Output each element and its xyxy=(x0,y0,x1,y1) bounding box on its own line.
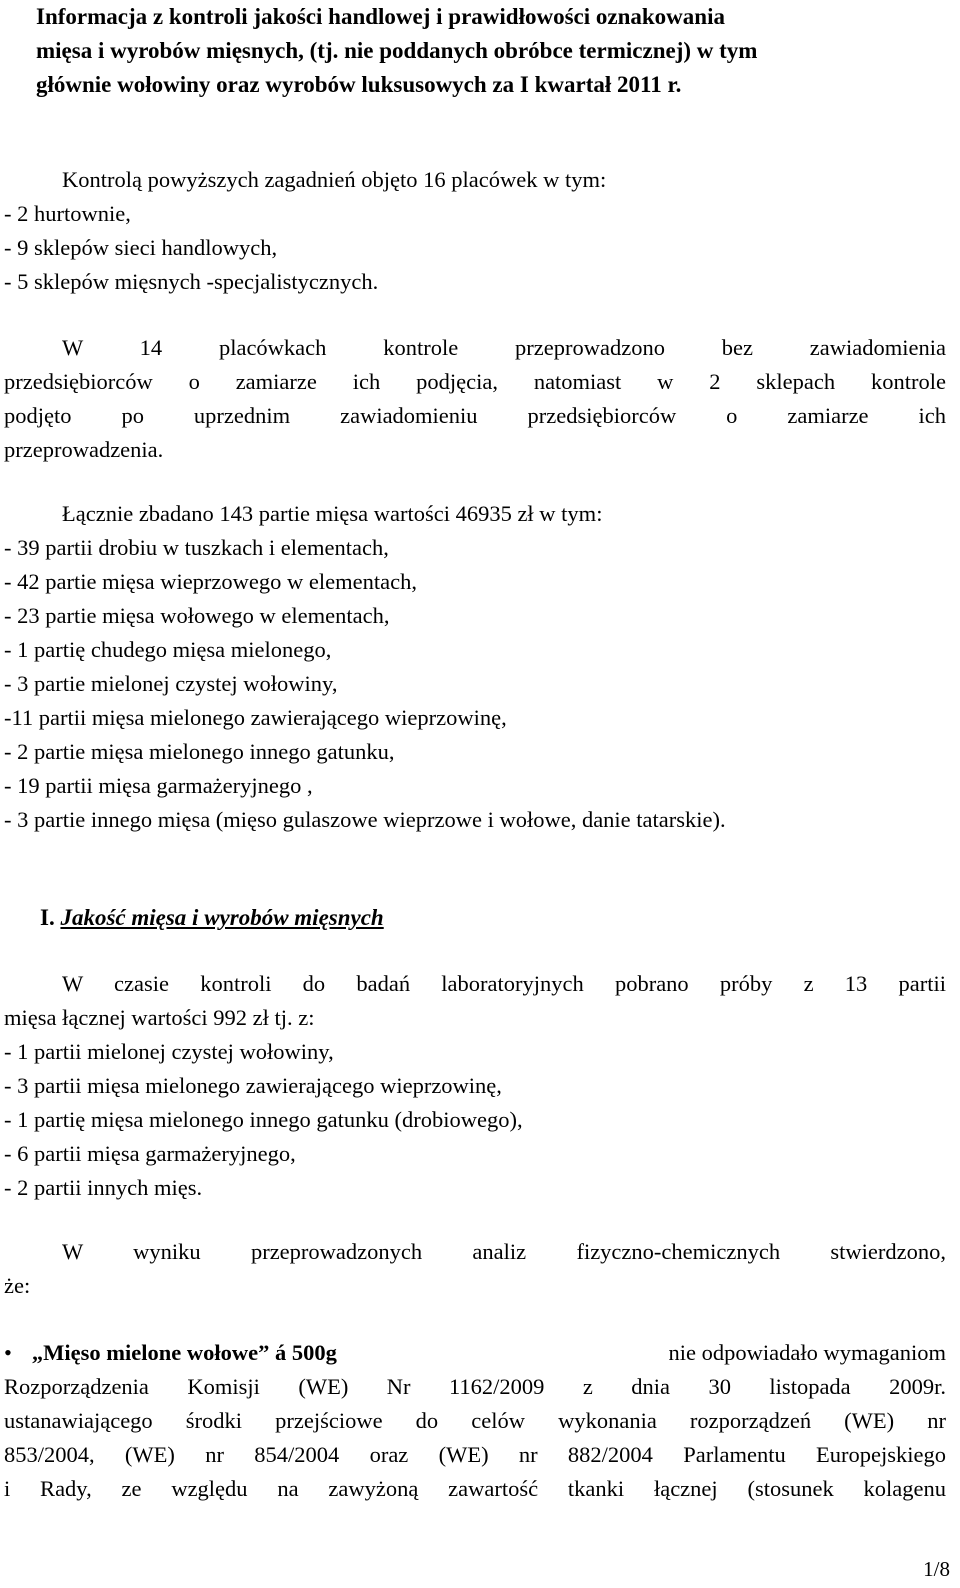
notice-line: przeprowadzenia. xyxy=(4,437,164,462)
list-item: - 2 partii innych mięs. xyxy=(4,1175,203,1200)
section-heading xyxy=(40,901,384,935)
list-item: - 1 partię mięsa mielonego innego gatunku (drobiowego), xyxy=(4,1107,523,1132)
title-line-3: głównie wołowiny oraz wyrobów luksusowych za I kwartał 2011 r. xyxy=(36,72,682,97)
samples-paragraph xyxy=(4,967,946,1205)
batches-intro: Łącznie zbadano 143 partie mięsa wartości 46935 zł w tym: xyxy=(62,501,603,526)
notice-paragraph xyxy=(4,331,946,467)
list-item: - 5 sklepów mięsnych -specjalistycznych. xyxy=(4,269,379,294)
list-item: - 2 partie mięsa mielonego innego gatunku, xyxy=(4,739,395,764)
analysis-line: że: xyxy=(4,1273,31,1298)
list-item: - 3 partie mielonej czystej wołowiny, xyxy=(4,671,338,696)
notice-line: podjęto po uprzednim zawiadomieniu przedsiębiorców o zamiarze ich xyxy=(4,403,946,428)
list-item: - 42 partie mięsa wieprzowego w elementach, xyxy=(4,569,417,594)
samples-line: mięsa łącznej wartości 992 zł tj. z: xyxy=(4,1005,315,1030)
batches-paragraph xyxy=(4,497,946,837)
page-number: 1/8 xyxy=(923,1557,950,1581)
finding-line: Rozporządzenia Komisji (WE) Nr 1162/2009 z dnia 30 listopada 2009r. xyxy=(4,1374,946,1399)
finding-line: ustanawiającego środki przejściowe do celów wykonania rozporządzeń (WE) nr xyxy=(4,1408,946,1433)
list-item: - 1 partię chudego mięsa mielonego, xyxy=(4,637,332,662)
list-item: - 6 partii mięsa garmażeryjnego, xyxy=(4,1141,296,1166)
finding-lead: nie odpowiadało wymaganiom xyxy=(662,1340,946,1365)
list-item: - 3 partie innego mięsa (mięso gulaszowe wieprzowe i wołowe, danie tatarskie). xyxy=(4,807,726,832)
list-item: - 1 partii mielonej czystej wołowiny, xyxy=(4,1039,334,1064)
list-item: - 9 sklepów sieci handlowych, xyxy=(4,235,278,260)
list-item: - 3 partii mięsa mielonego zawierającego wieprzowinę, xyxy=(4,1073,502,1098)
finding-line: i Rady, ze względu na zawyżoną zawartość tkanki łącznej (stosunek kolagenu xyxy=(4,1476,946,1501)
title-line-1: Informacja z kontroli jakości handlowej i prawidłowości oznakowania xyxy=(36,4,725,29)
document-title xyxy=(36,0,956,102)
list-item: - 19 partii mięsa garmażeryjnego , xyxy=(4,773,313,798)
samples-line: W czasie kontroli do badań laboratoryjnych pobrano próby z 13 partii xyxy=(62,971,946,996)
section-number: I. xyxy=(40,905,55,930)
finding-first-line xyxy=(4,1336,946,1370)
title-line-2: mięsa i wyrobów mięsnych, (tj. nie poddanych obróbce termicznej) w tym xyxy=(36,38,758,63)
section-title: Jakość mięsa i wyrobów mięsnych xyxy=(60,905,384,930)
finding-line: 853/2004, (WE) nr 854/2004 oraz (WE) nr 882/2004 Parlamentu Europejskiego xyxy=(4,1442,946,1467)
scope-intro: Kontrolą powyższych zagadnień objęto 16 placówek w tym: xyxy=(62,167,607,192)
list-item: -11 partii mięsa mielonego zawierającego wieprzowinę, xyxy=(4,705,507,730)
list-item: - 23 partie mięsa wołowego w elementach, xyxy=(4,603,390,628)
list-item: - 39 partii drobiu w tuszkach i elementach, xyxy=(4,535,389,560)
analysis-line: W wyniku przeprowadzonych analiz fizyczno-chemicznych stwierdzono, xyxy=(62,1239,946,1264)
analysis-paragraph xyxy=(4,1235,946,1303)
scope-paragraph xyxy=(4,163,946,299)
notice-line: W 14 placówkach kontrole przeprowadzono bez zawiadomienia xyxy=(62,335,946,360)
bullet-icon: • xyxy=(4,1340,12,1365)
notice-line: przedsiębiorców o zamiarze ich podjęcia, natomiast w 2 sklepach kontrole xyxy=(4,369,946,394)
finding-paragraph xyxy=(4,1336,946,1506)
finding-product: „Mięso mielone wołowe” á 500g xyxy=(31,1340,337,1365)
list-item: - 2 hurtownie, xyxy=(4,201,131,226)
